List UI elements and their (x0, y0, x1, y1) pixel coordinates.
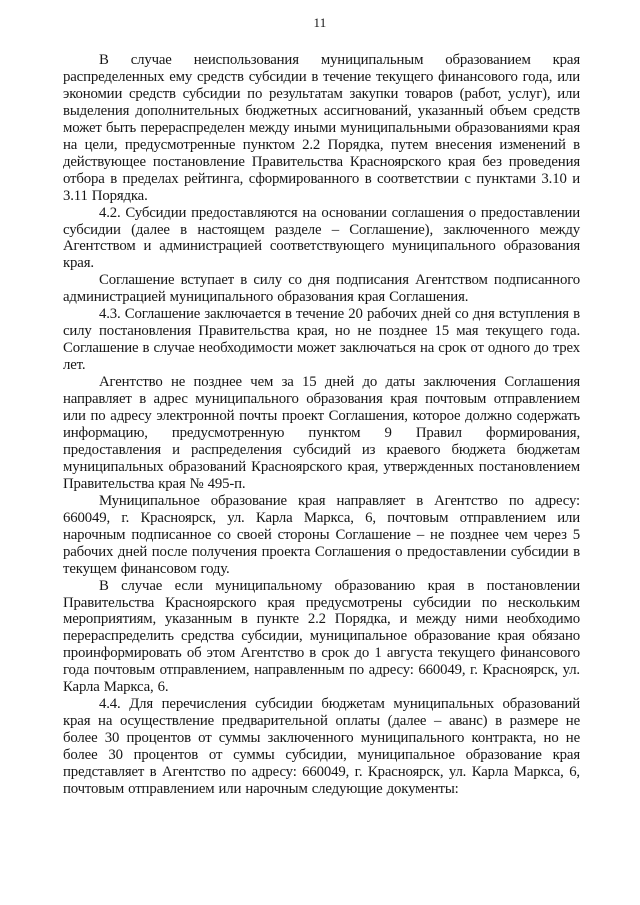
paragraph-municipality-sends-agreement: Муниципальное образование края направляет в Агентство по адресу: 660049, г. Красноярск, ул. Карла Маркса, 6, почтовым отправлением или нарочным подписанное со своей стороны Соглашение – не позднее чем через 5 рабочих дней после получения проекта Соглашения о предоставлении субсидии в текущем финансовом году. (63, 492, 580, 577)
paragraph-agency-sends-draft: Агентство не позднее чем за 15 дней до даты заключения Соглашения направляет в адрес муниципального образования края почтовым отправлением или по адресу электронной почты проект Соглашения, которое должно содержать информацию, предусмотренную пунктом 9 Правил формирования, предоставления и распределения субсидий из краевого бюджета бюджетам муниципальных образований Красноярского края, утвержденных постановлением Правительства края № 495-п. (63, 374, 580, 492)
paragraph-4-2: 4.2. Субсидии предоставляются на основании соглашения о предоставлении субсидии (далее в настоящем разделе – Соглашение), заключенного между Агентством и администрацией соответствующего муниципального образования края. (63, 204, 580, 272)
paragraph-redistribution: В случае неиспользования муниципальным образованием края распределенных ему средств субсидии в течение текущего финансового года, или экономии средств субсидии по результатам закупки товаров (работ, услуг), или выделения дополнительных бюджетных ассигнований, указанный объем средств может быть перераспределен между иными муниципальными образованиями края на цели, предусмотренные пунктом 2.2 Порядка, путем внесения изменений в действующее постановление Правительства Красноярского края без проведения отбора в пределах рейтинга, сформированного в соответствии с пунктами 3.10 и 3.11 Порядка. (63, 52, 580, 204)
paragraph-redistribution-notice: В случае если муниципальному образованию края в постановлении Правительства Красноярского края предусмотрены субсидии по нескольким мероприятиям, указанным в пункте 2.2 Порядка, и между ними необходимо перераспределить средства субсидии, муниципальное образование края обязано проинформировать об этом Агентство в срок до 1 августа текущего финансового года почтовым отправлением, направленным по адресу: 660049, г. Красноярск, ул. Карла Маркса, 6. (63, 577, 580, 696)
paragraph-agreement-effective: Соглашение вступает в силу со дня подписания Агентством подписанного администрацией муниципального образования края Соглашения. (63, 272, 580, 306)
page-bottom-mark (463, 876, 583, 878)
paragraph-4-4: 4.4. Для перечисления субсидии бюджетам муниципальных образований края на осуществление предварительной оплаты (далее – аванс) в размере не более 30 процентов от суммы заключенного муниципального контракта, но не более 30 процентов от суммы субсидии, муниципальное образование края представляет в Агентство по адресу: 660049, г. Красноярск, ул. Карла Маркса, 6, почтовым отправлением или нарочным следующие документы: (63, 696, 580, 797)
document-body (63, 52, 580, 798)
page-number: 11 (313, 15, 327, 30)
paragraph-4-3: 4.3. Соглашение заключается в течение 20 рабочих дней со дня вступления в силу постановления Правительства края, но не позднее 15 мая текущего года. Соглашение в случае необходимости может заключаться на срок от одного до трех лет. (63, 306, 580, 374)
